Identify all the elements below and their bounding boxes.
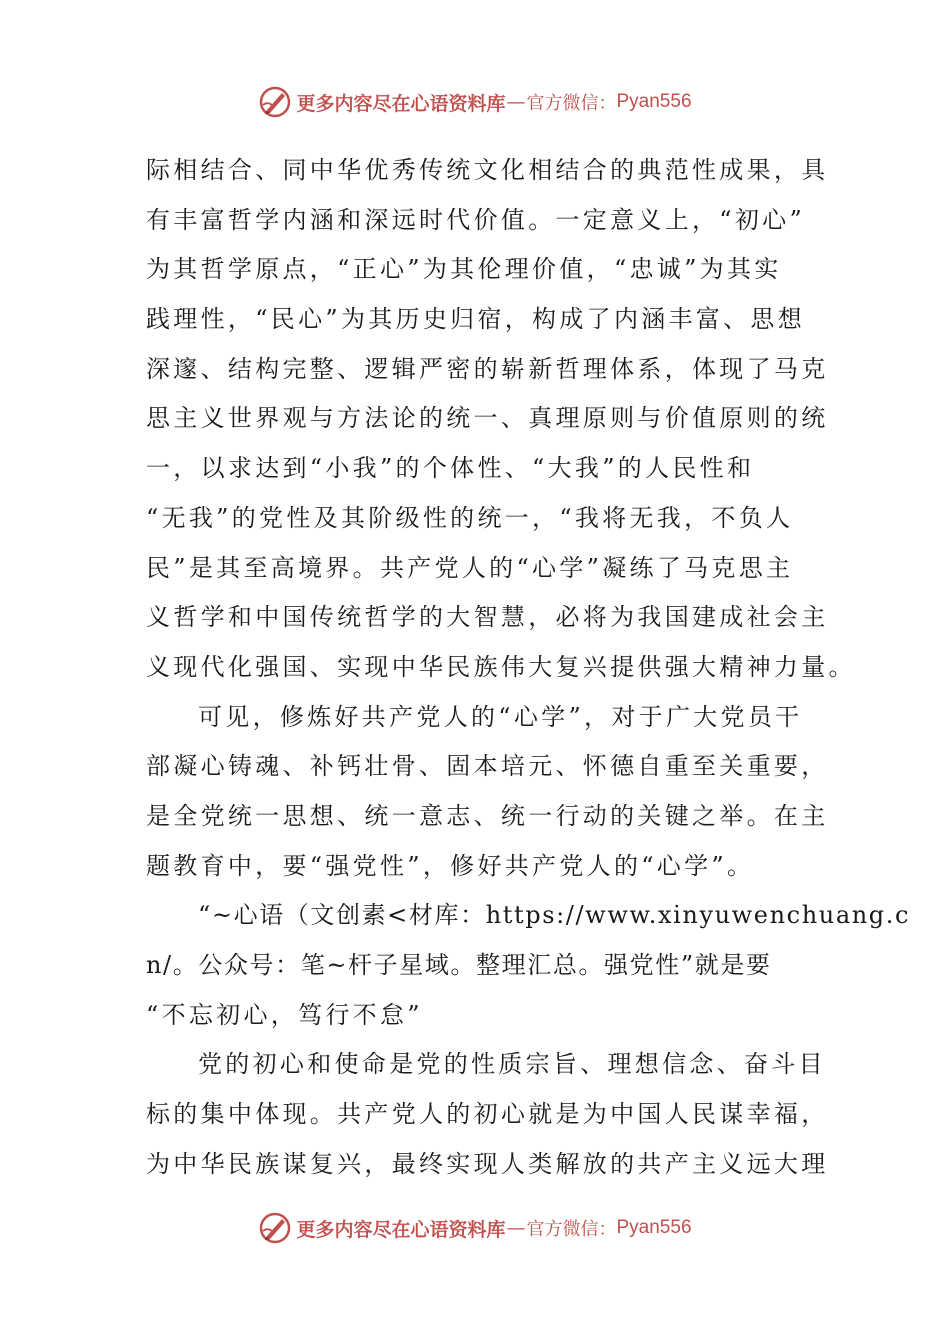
body-line: 为其哲学原点，“正心”为其伦理价值，“忠诚”为其实 (146, 255, 782, 284)
header-banner (0, 82, 950, 122)
body-line: 题教育中，要“强党性”，修好共产党人的“心学”。 (146, 851, 755, 880)
body-line: 义现代化强国、实现中华民族伟大复兴提供强大精神力量。 (146, 652, 856, 681)
pen-logo-icon (258, 85, 292, 119)
body-line: 是全党统一思想、统一意志、统一行动的关键之举。在主 (146, 801, 829, 830)
body-line: “不忘初心，笃行不怠” (146, 1000, 423, 1029)
body-line: 部凝心铸魂、补钙壮骨、固本培元、怀德自重至关重要， (146, 752, 829, 781)
body-line: 思主义世界观与方法论的统一、真理原则与价值原则的统 (146, 404, 829, 433)
footer-banner-separator: — (506, 1217, 526, 1239)
header-banner-separator: — (506, 91, 526, 113)
footer-banner (0, 1208, 950, 1248)
document-body (146, 146, 911, 1189)
body-line: 党的初心和使命是党的性质宗旨、理想信念、奋斗目 (198, 1050, 826, 1079)
header-banner-main: 更多内容尽在心语资料库 (296, 92, 506, 115)
header-banner-sub: 官方微信： (526, 93, 617, 114)
body-line: 标的集中体现。共产党人的初心就是为中国人民谋幸福， (146, 1100, 829, 1129)
body-line: 际相结合、同中华优秀传统文化相结合的典范性成果，具 (146, 156, 829, 184)
body-line: 为中华民族谋复兴，最终实现人类解放的共产主义远大理 (146, 1149, 829, 1178)
body-line: 践理性，“民心”为其历史归宿，构成了内涵丰富、思想 (146, 305, 806, 334)
footer-banner-sub: 官方微信： (526, 1219, 617, 1240)
footer-banner-main: 更多内容尽在心语资料库 (296, 1218, 506, 1241)
header-banner-wechat-id: Pyan556 (616, 91, 692, 112)
body-line: 义哲学和中国传统哲学的大智慧，必将为我国建成社会主 (146, 603, 829, 632)
body-line: 民”是其至高境界。共产党人的“心学”凝练了马克思主 (146, 553, 794, 582)
body-line: “无我”的党性及其阶级性的统一，“我将无我，不负人 (146, 503, 794, 532)
body-line: 一，以求达到“小我”的个体性、“大我”的人民性和 (146, 454, 755, 483)
body-line: 可见，修炼好共产党人的“心学”，对于广大党员干 (198, 702, 803, 731)
body-line: “~心语（文创素<材库：https://www.xinyuwenchuang.c (198, 901, 911, 930)
footer-banner-wechat-id: Pyan556 (616, 1217, 692, 1238)
pen-logo-icon (258, 1211, 292, 1245)
body-line: 有丰富哲学内涵和深远时代价值。一定意义上，“初心” (146, 205, 806, 234)
body-line: n/。公众号：笔~杆子星域。整理汇总。强党性”就是要 (146, 951, 772, 979)
body-line: 深邃、结构完整、逻辑严密的崭新哲理体系，体现了马克 (146, 354, 829, 383)
